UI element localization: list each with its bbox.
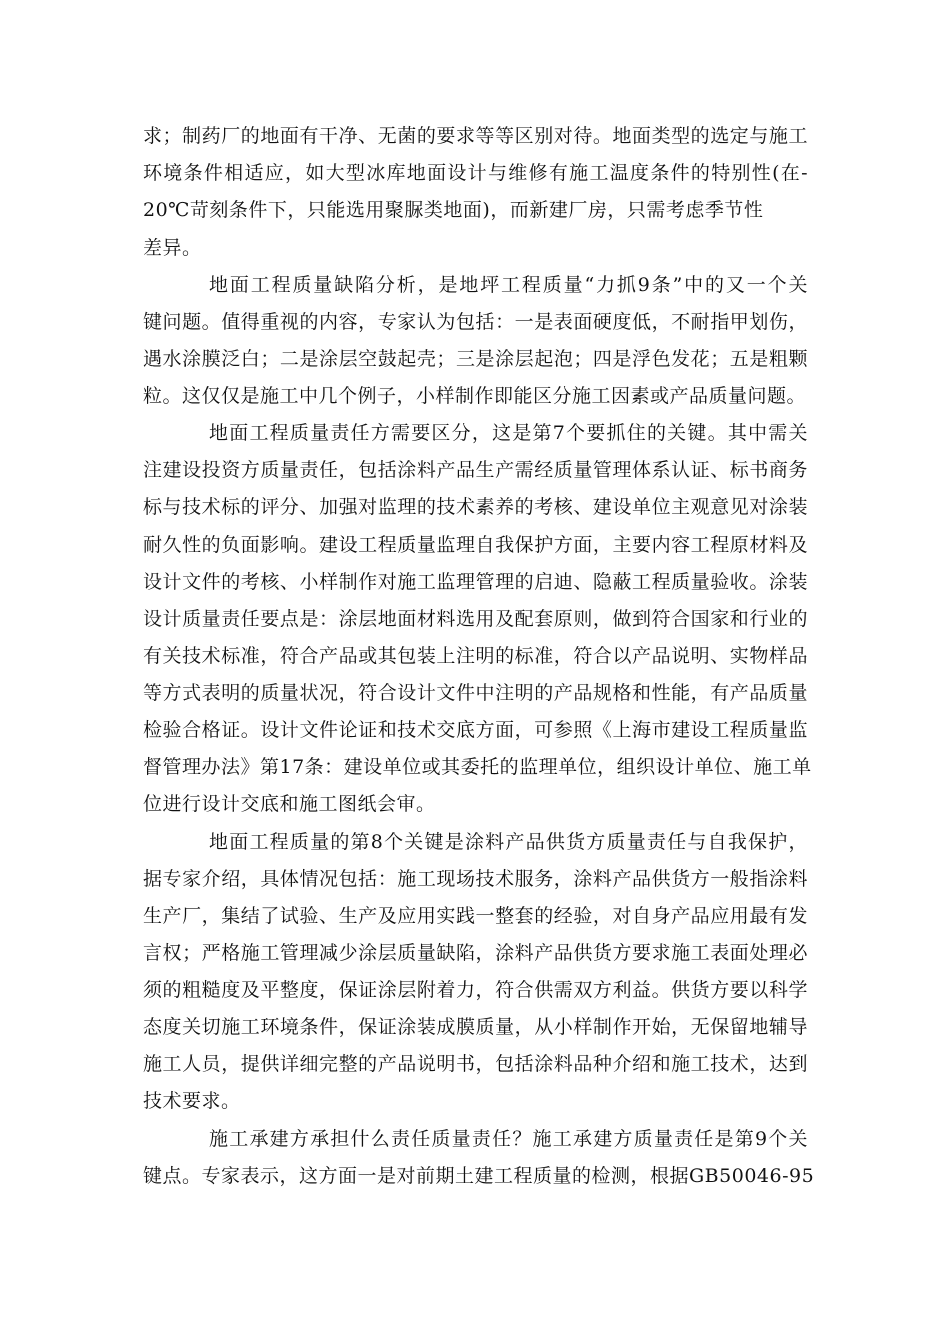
paragraph-first-line: 施工承建方承担什么责任质量责任？施工承建方质量责任是第9个关 [209,1128,808,1150]
text-line: 遇水涂膜泛白；二是涂层空鼓起壳；三是涂层起泡；四是浮色发花；五是粗颗 [143,348,808,370]
text-line: 求；制药厂的地面有干净、无菌的要求等等区别对待。地面类型的选定与施工 [143,125,808,147]
text-line: 耐久性的负面影响。建设工程质量监理自我保护方面，主要内容工程原材料及 [143,534,808,556]
text-line: 等方式表明的质量状况，符合设计文件中注明的产品规格和性能，有产品质量 [143,682,808,704]
text-line: 注建设投资方质量责任，包括涂料产品生产需经质量管理体系认证、标书商务 [143,459,808,481]
text-line: 位进行设计交底和施工图纸会审。 [143,793,436,815]
text-line: 设计质量责任要点是：涂层地面材料选用及配套原则，做到符合国家和行业的 [143,608,808,630]
text-line: 键问题。值得重视的内容，专家认为包括：一是表面硬度低，不耐指甲划伤， [143,311,808,333]
text-line: 差异。 [143,237,202,259]
text-line: 督管理办法》第17条：建设单位或其委托的监理单位，组织设计单位、施工单 [143,756,812,778]
text-line: 态度关切施工环境条件，保证涂装成膜质量，从小样制作开始，无保留地辅导 [143,1016,808,1038]
text-line: 粒。这仅仅是施工中几个例子，小样制作即能区分施工因素或产品质量问题。 [143,385,807,407]
text-line: 施工人员，提供详细完整的产品说明书，包括涂料品种介绍和施工技术，达到 [143,1053,808,1075]
text-line: 标与技术标的评分、加强对监理的技术素养的考核、建设单位主观意见对涂装 [143,496,808,518]
text-line: 技术要求。 [143,1090,241,1112]
text-line: 设计文件的考核、小样制作对施工监理管理的启迪、隐蔽工程质量验收。涂装 [143,571,808,593]
text-line: 言权；严格施工管理减少涂层质量缺陷，涂料产品供货方要求施工表面处理必 [143,942,808,964]
text-line: 有关技术标准，符合产品或其包装上注明的标准，符合以产品说明、实物样品 [143,645,808,667]
paragraph-first-line: 地面工程质量的第8个关键是涂料产品供货方质量责任与自我保护， [209,831,808,853]
text-line: 据专家介绍，具体情况包括：施工现场技术服务，涂料产品供货方一般指涂料 [143,868,808,890]
text-line: 环境条件相适应，如大型冰库地面设计与维修有施工温度条件的特别性(在- [143,162,808,184]
text-line: 检验合格证。设计文件论证和技术交底方面，可参照《上海市建设工程质量监 [143,719,808,741]
text-line: 须的粗糙度及平整度，保证涂层附着力，符合供需双方利益。供货方要以科学 [143,979,808,1001]
paragraph-first-line: 地面工程质量缺陷分析，是地坪工程质量“力抓9条”中的又一个关 [209,274,808,296]
text-line: 生产厂，集结了试验、生产及应用实践一整套的经验，对自身产品应用最有发 [143,905,808,927]
text-line: 20℃苛刻条件下，只能选用聚脲类地面)，而新建厂房，只需考虑季节性 [143,199,764,221]
paragraph-first-line: 地面工程质量责任方需要区分，这是第7个要抓住的关键。其中需关 [209,422,808,444]
text-line: 键点。专家表示，这方面一是对前期土建工程质量的检测，根据GB50046-95 [143,1165,815,1187]
